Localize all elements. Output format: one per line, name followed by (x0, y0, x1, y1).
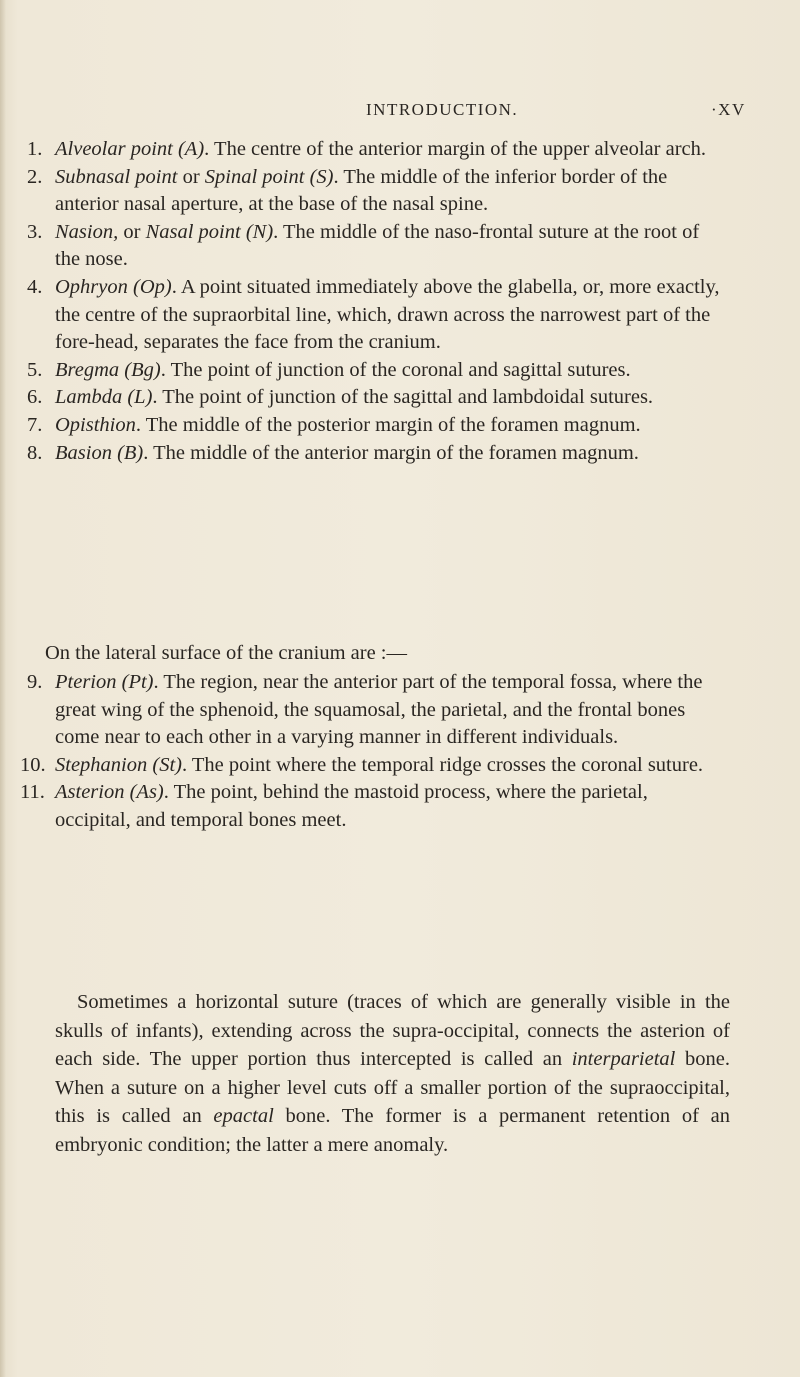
list-item (22, 274, 728, 357)
item-term: Opisthion (55, 413, 136, 436)
item-symbol: (A) (177, 138, 205, 160)
list-item (22, 440, 728, 468)
item-term: Alveolar point (55, 138, 173, 160)
item-symbol: (As) (129, 781, 164, 804)
item-term: Ophryon (55, 275, 128, 298)
item-term: Subnasal point (55, 165, 178, 188)
paragraph-text: Sometimes a horizontal suture (traces of which are generally visible in the skulls of infants), extending across the supra-occipital, connects the asterion of each side. The upper portion thus intercepted is called an (55, 991, 730, 1071)
item-symbol: (L) (127, 386, 153, 409)
item-symbol: (Bg) (124, 358, 161, 381)
item-number: 4. (27, 275, 43, 298)
item-symbol: (B) (117, 441, 144, 464)
item-symbol: (St) (152, 753, 182, 776)
item-number: 5. (27, 358, 43, 381)
page-gutter-shadow (0, 0, 6, 1377)
list-item (22, 219, 728, 274)
item-description: . The middle of the inferior border of the anterior nasal aperture, at the base of the nasal spine. (55, 165, 668, 216)
list-item (22, 164, 728, 219)
item-description: . The middle of the posterior margin of the foramen magnum. (135, 413, 641, 436)
item-symbol: (S) (309, 165, 334, 188)
list-item (22, 357, 728, 385)
list-item (22, 136, 728, 164)
emphasis-epactal: epactal (213, 1105, 274, 1128)
item-description: . The middle of the anterior margin of the foramen magnum. (143, 441, 639, 464)
lateral-points-list (22, 669, 728, 835)
item-description: . A point situated immediately above the glabella, or, more exactly, the centre of the supraorbital line, which, drawn across the narrowest part of the fore-head, separates the face from the cranium. (55, 275, 720, 354)
item-number: 11. (20, 781, 45, 804)
item-description: . The point of junction of the sagittal and lambdoidal sutures. (152, 386, 654, 409)
emphasis-interparietal: interparietal (571, 1048, 676, 1071)
item-number: 2. (27, 165, 43, 188)
item-description: . The middle of the naso-frontal suture at the root of the nose. (55, 220, 700, 271)
paragraph-text: bone. When a suture on a higher level cuts off a smaller portion of the supraoccipital, this is called an (55, 1048, 730, 1128)
item-term: Pterion (55, 671, 117, 693)
item-term: Basion (55, 441, 112, 464)
item-description: . The point where the temporal ridge crosses the coronal suture. (181, 753, 704, 776)
item-number: 1. (27, 138, 43, 160)
list-item (22, 412, 728, 440)
item-symbol: (N) (245, 220, 274, 243)
lateral-surface-intro: On the lateral surface of the cranium are :— (45, 642, 407, 664)
item-term: Lambda (55, 386, 123, 409)
list-item (22, 384, 728, 412)
item-symbol: (Pt) (121, 671, 154, 693)
item-term: Bregma (55, 358, 120, 381)
list-item (22, 752, 728, 780)
item-description: . The point, behind the mastoid process, where the parietal, occipital, and temporal bones meet. (55, 781, 648, 831)
item-symbol: (Op) (133, 275, 172, 298)
item-number: 6. (27, 386, 43, 409)
item-term-alt: Nasal point (145, 220, 241, 243)
item-term-alt: Spinal point (204, 165, 305, 188)
item-number: 9. (27, 671, 43, 693)
page-number: ·XV (711, 100, 746, 119)
item-number: 8. (27, 441, 43, 464)
item-description: . The centre of the anterior margin of the upper alveolar arch. (204, 138, 707, 160)
item-number: 10. (20, 753, 46, 776)
item-description: . The point of junction of the coronal and sagittal sutures. (160, 358, 631, 381)
craniometric-points-list (22, 136, 728, 467)
item-term: Stephanion (55, 753, 148, 776)
item-number: 7. (27, 413, 43, 436)
paragraph-text: bone. The former is a permanent retention of an embryonic condition; the latter a mere anomaly. (55, 1105, 730, 1156)
body-paragraph (55, 988, 730, 1160)
list-item (22, 779, 728, 834)
item-term: Nasion, (55, 220, 119, 243)
item-connector: or (177, 165, 205, 188)
item-number: 3. (27, 220, 43, 243)
running-head (0, 100, 800, 130)
item-description: . The region, near the anterior part of the temporal fossa, where the great wing of the sphenoid, the squamosal, the parietal, and the frontal bones come near to each other in a varying manner in different individuals. (55, 671, 703, 749)
item-connector: or (118, 220, 146, 243)
item-term: Asterion (55, 781, 125, 804)
list-item (22, 669, 728, 752)
running-head-title: INTRODUCTION. (366, 100, 519, 119)
